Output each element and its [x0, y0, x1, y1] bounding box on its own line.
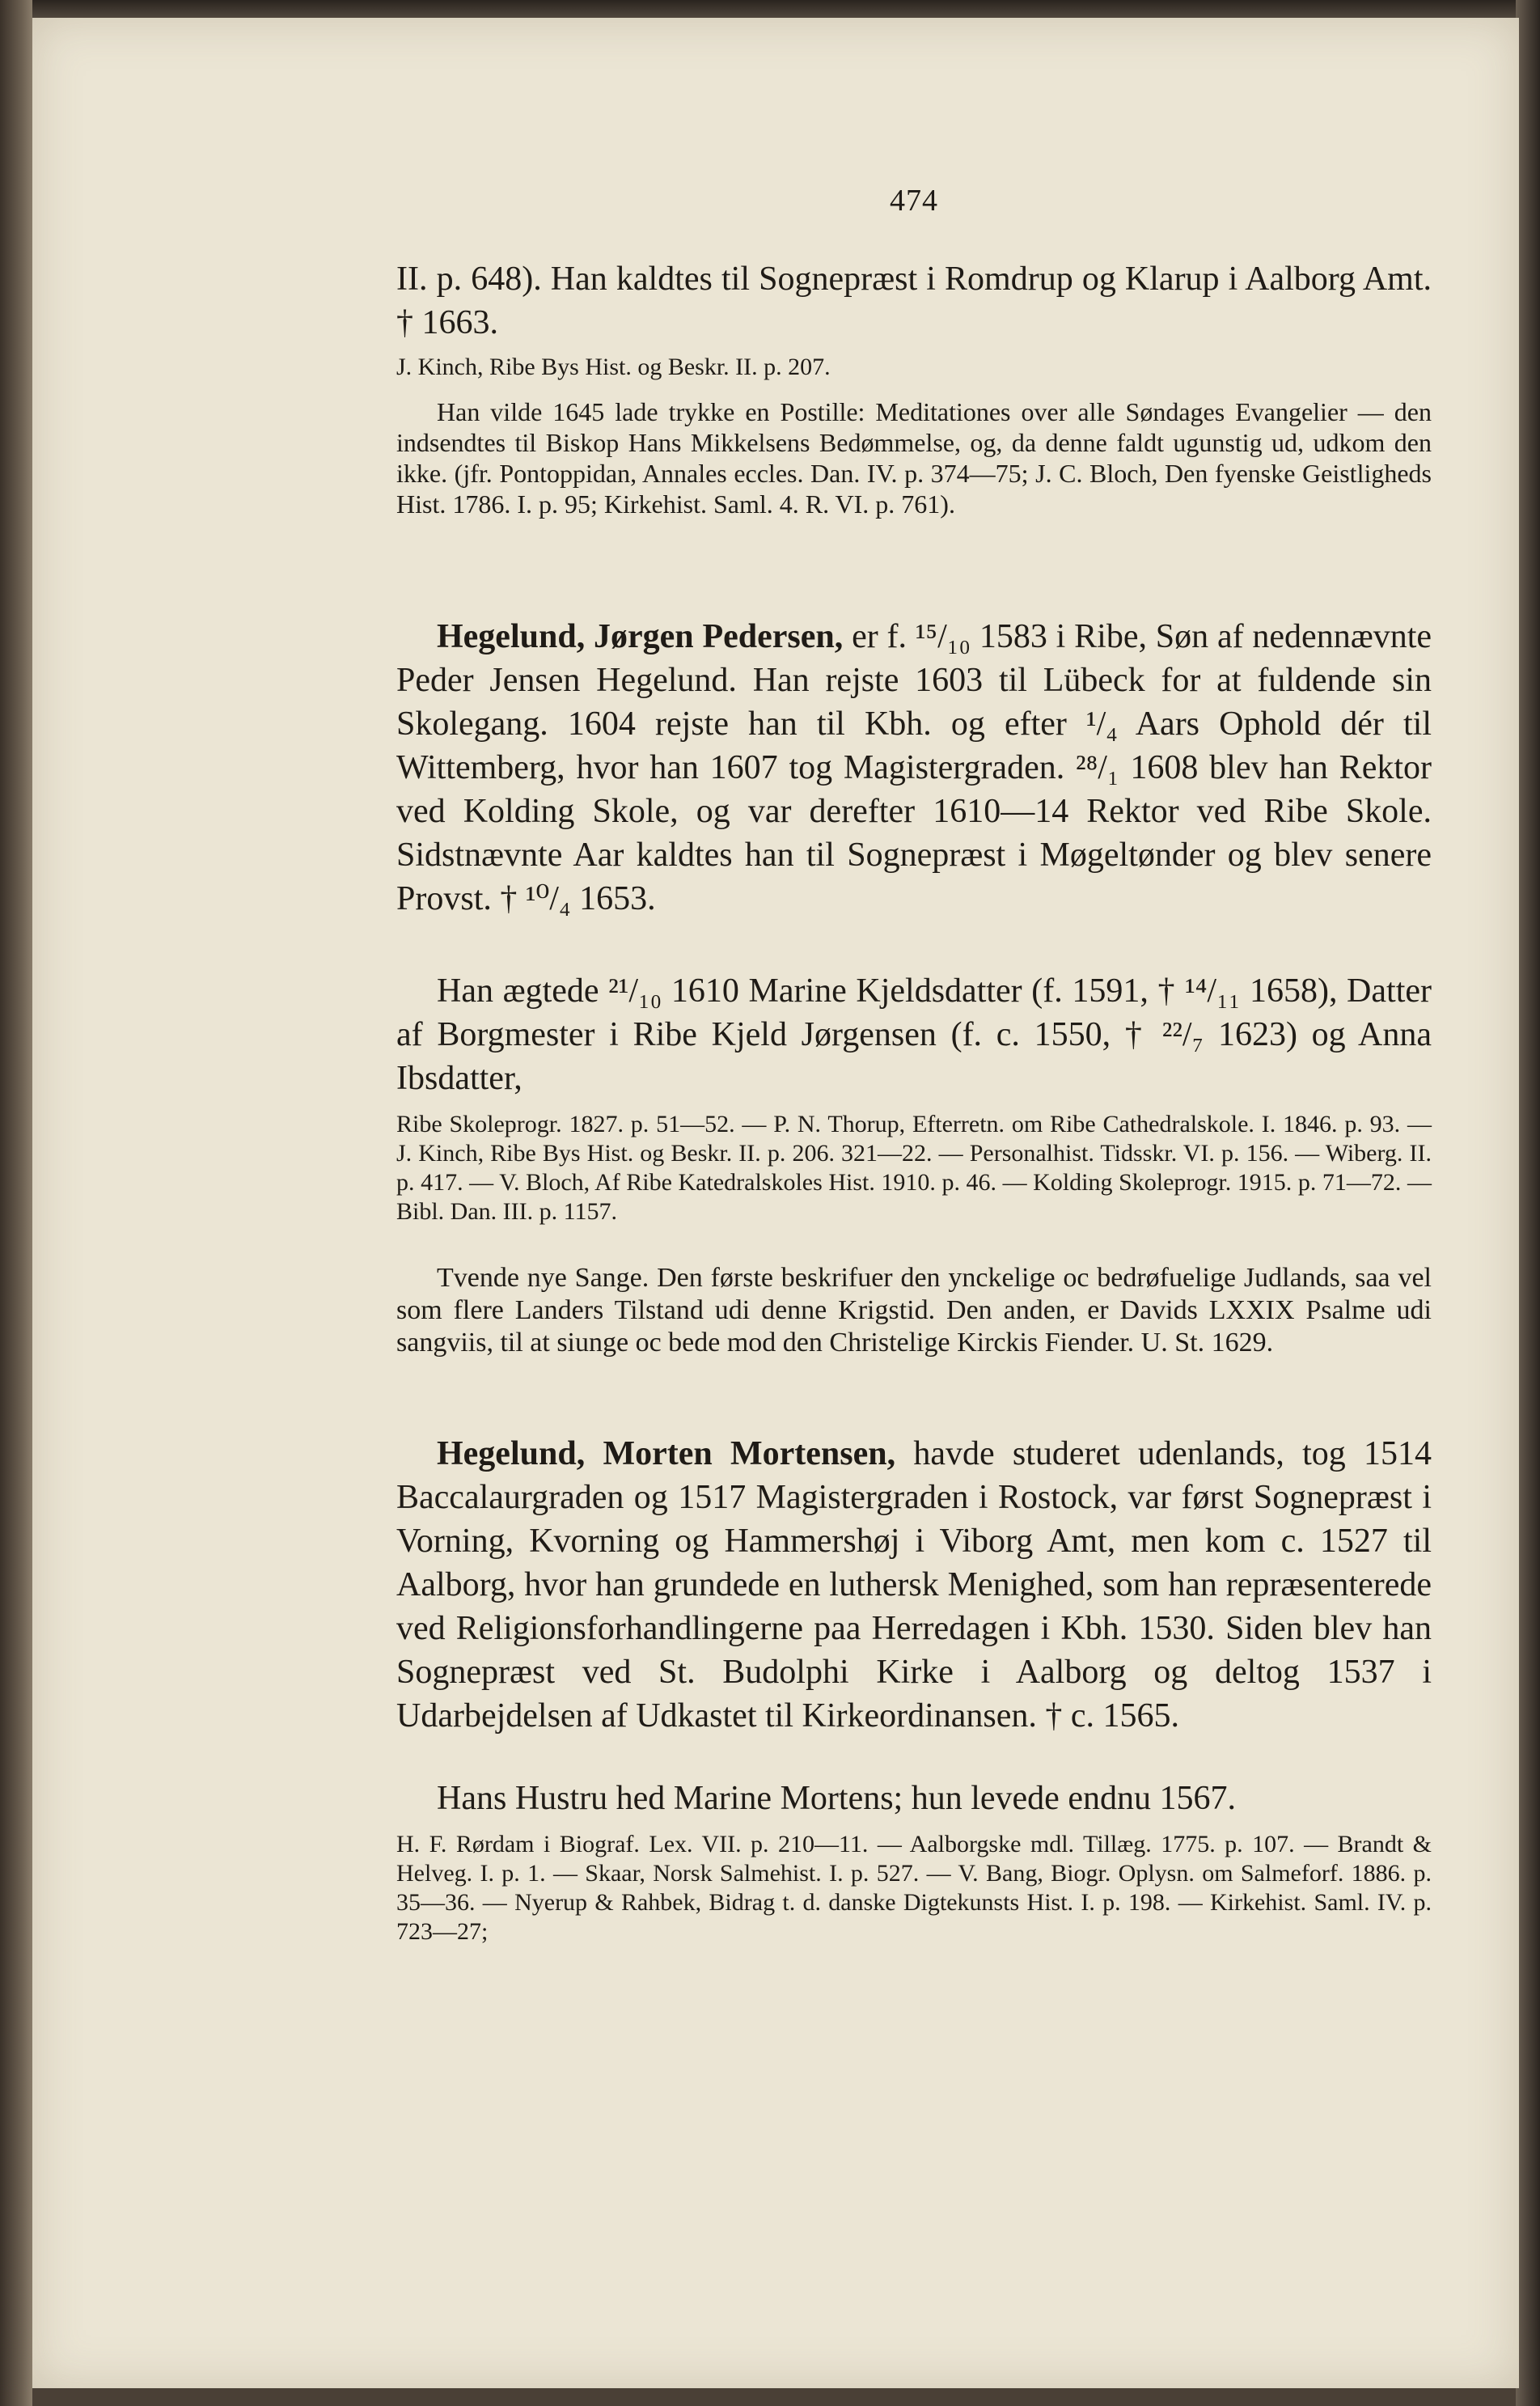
entry-references: Ribe Skoleprogr. 1827. p. 51—52. — P. N. Thorup, Efterretn. om Ribe Cathedralskole. I. 1846. p. 93. — J. Kinch, Ribe Bys Hist. og Beskr. II. p. 206. 321—22. — Personalhist. Tidsskr. VI. p. 156. — Wiberg. II. p. 417. — V. Bloch, Af Ribe Katedralskoles Hist. 1910. p. 46. — Kolding Skoleprogr. 1915. p. 71—72. — Bibl. Dan. III. p. 1157. [396, 1111, 1432, 1225]
entry-hegelund-jorgen [396, 615, 1432, 921]
entry-biography-text: havde studeret udenlands, tog 1514 Baccalaurgraden og 1517 Magistergraden i Rostock, var først Sognepræst i Vorning, Kvorning og Hammershøj i Viborg Amt, men kom c. 1527 til Aalborg, hvor han grundede en luthersk Menighed, som han repræsenterede ved Religionsforhandlingerne paa Herredagen i Kbh. 1530. Siden blev han Sognepræst ved St. Budolphi Kirke i Aalborg og deltog 1537 i Udarbejdelsen af Udkastet til Kirkeordinansen. † c. 1565. [396, 1435, 1432, 1735]
entry-biography-text: er f. ¹⁵/₁₀ 1583 i Ribe, Søn af nedennævnte Peder Jensen Hegelund. Han rejste 1603 til Lübeck for at fuldende sin Skolegang. 1604 rejste han til Kbh. og efter ¹/₄ Aars Ophold dér til Wittemberg, hvor han 1607 tog Magistergraden. ²⁸/₁ 1608 blev han Rektor ved Kolding Skole, og var derefter 1610—14 Rektor ved Ribe Skole. Sidstnævnte Aar kaldtes han til Sognepræst i Møgeltønder og blev senere Provst. † ¹⁰/₄ 1653. [396, 618, 1432, 917]
entry-references: H. F. Rørdam i Biograf. Lex. VII. p. 210—11. — Aalborgske mdl. Tillæg. 1775. p. 107. — Brandt & Helveg. I. p. 1. — Skaar, Norsk Salmehist. I. p. 527. — V. Bang, Biogr. Oplysn. om Salmeforf. 1886. p. 35—36. — Nyerup & Rahbek, Bidrag t. d. danske Digtekunsts Hist. I. p. 198. — Kirkehist. Saml. IV. p. 723—27; [396, 1831, 1432, 1945]
entry-heading-name: Hegelund, Jørgen Pedersen, [437, 618, 844, 655]
scan-edge-right [1516, 0, 1540, 2406]
entry-hegelund-morten [396, 1432, 1432, 1738]
entry-marriage-text: Han ægtede ²¹/₁₀ 1610 Marine Kjeldsdatter (f. 1591, † ¹⁴/₁₁ 1658), Datter af Borgmester i Ribe Kjeld Jørgensen (f. c. 1550, † ²²/₇ 1623) og Anna Ibsdatter, [396, 972, 1432, 1097]
book-spine-edge [0, 0, 32, 2406]
entry-heading-name: Hegelund, Morten Mortensen, [437, 1435, 896, 1472]
entry-continuation-references: J. Kinch, Ribe Bys Hist. og Beskr. II. p. 207. [396, 354, 831, 380]
entry-continuation-note: Han vilde 1645 lade trykke en Postille: Meditationes over alle Søndages Evangelier — den indsendtes til Biskop Hans Mikkelsens Bedømmelse, og, da denne faldt ugunstig ud, udkom den ikke. (jfr. Pontoppidan, Annales eccles. Dan. IV. p. 374—75; J. C. Bloch, Den fyenske Geistligheds Hist. 1786. I. p. 95; Kirkehist. Saml. 4. R. VI. p. 761). [396, 397, 1432, 519]
page-number: 474 [890, 184, 938, 218]
entry-wife-text: Hans Hustru hed Marine Mortens; hun levede endnu 1567. [437, 1780, 1236, 1817]
entry-printed-work: Tvende nye Sange. Den første beskrifuer den ynckelige oc bedrøfuelige Judlands, saa vel som flere Landers Tilstand udi denne Krigstid. Den anden, er Davids LXXIX Psalme udi sangviis, til at siunge oc bede mod den Christelige Kirckis Fiender. U. St. 1629. [396, 1263, 1432, 1358]
entry-continuation-text: II. p. 648). Han kaldtes til Sognepræst i Romdrup og Klarup i Aalborg Amt. † 1663. [396, 261, 1432, 341]
